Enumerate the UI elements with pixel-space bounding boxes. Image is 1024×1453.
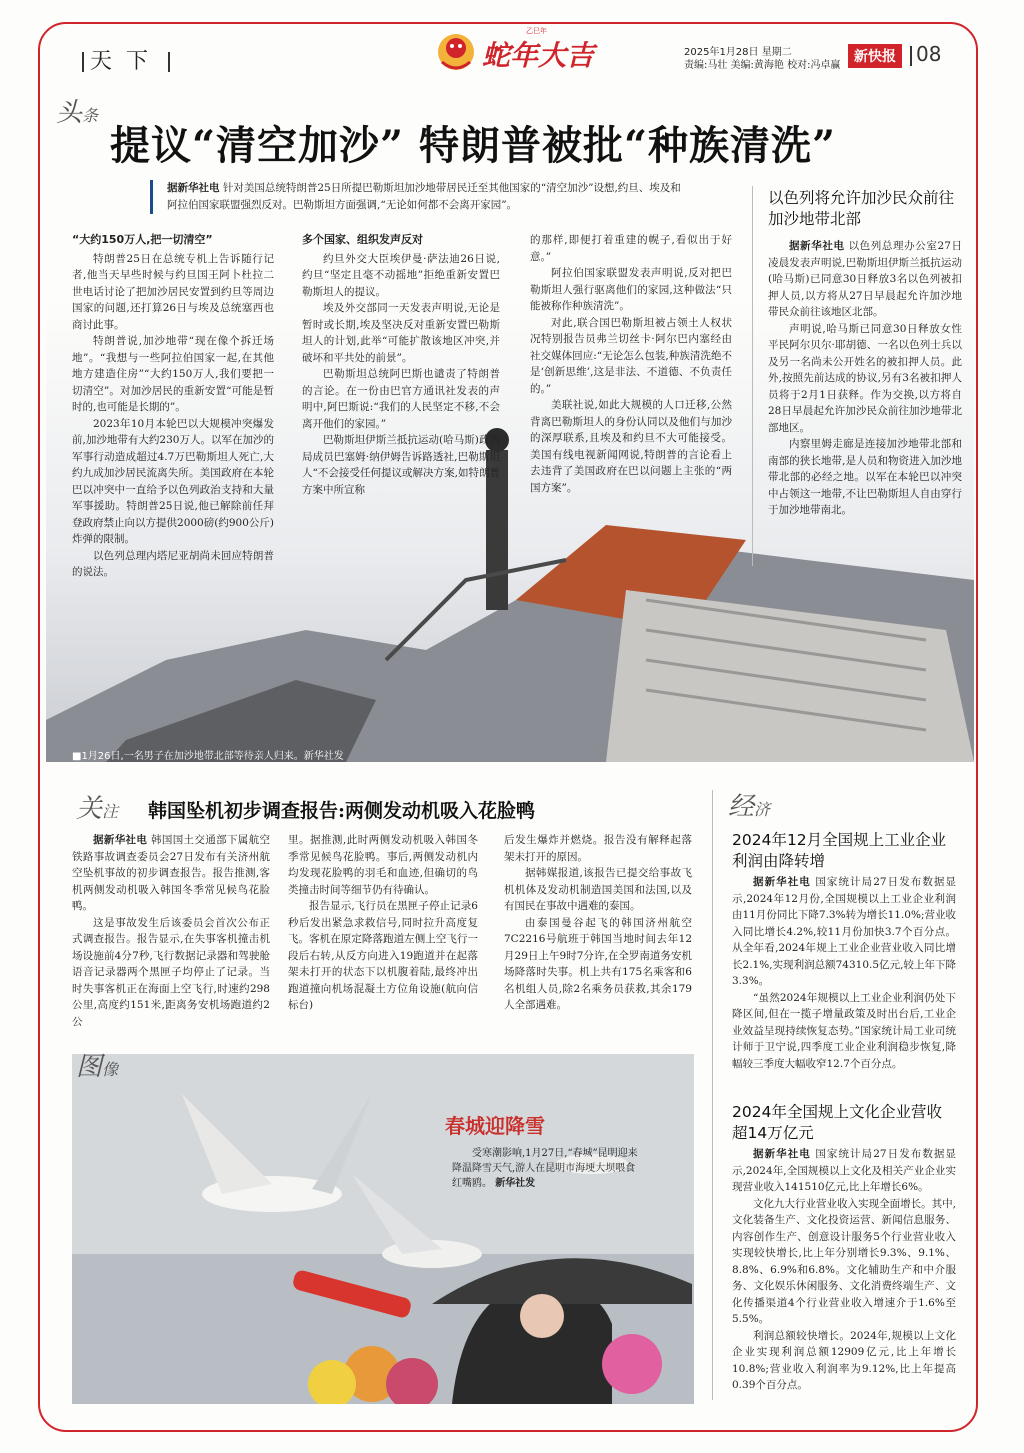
korea-column-2: [288, 832, 478, 1014]
paragraph: 据韩媒报道,该报告已提交给事故飞机机体及发动机制造国美国和法国,以及有国民在事故中遇难的泰国。: [504, 867, 692, 912]
paragraph: 以色列总理内塔尼亚胡尚未回应特朗普的说法。: [72, 549, 274, 578]
lead-summary: 据新华社电 针对美国总统特朗普25日所提巴勒斯坦加沙地带居民迁至其他国家的“清空加沙”设想,约旦、埃及和阿拉伯国家联盟强烈反对。巴勒斯坦方面强调,“无论如何都不会离开家园”。: [150, 180, 687, 214]
paragraph: 内察里姆走廊是连接加沙地带北部和南部的狭长地带,是人员和物资进入加沙地带北部的必经之地。以军在本轮巴以冲突中占领这一地带,不让巴勒斯坦人自由穿行于加沙地带南北。: [768, 438, 962, 516]
paragraph: 据新华社电 国家统计局27日发布数据显示,2024年,全国规模以上文化及相关产业企业实现营业收入141510亿元,比上年增长6%。: [732, 1148, 957, 1193]
logo-text: 蛇年大吉: [482, 39, 595, 72]
paragraph: 据新华社电 韩国国土交通部下属航空铁路事故调查委员会27日发布有关济州航空坠机事故的初步调查报告。报告推测,客机两侧发动机吸入韩国冬季常见候鸟花脸鸭。: [72, 834, 271, 912]
photo-tag: 图像: [76, 1052, 119, 1082]
paragraph: 后发生爆炸并燃烧。报告没有解释起落架未打开的原因。: [504, 834, 692, 863]
korea-column-1: [72, 832, 270, 1030]
paragraph: 据新华社电 国家统计局27日发布数据显示,2024年12月份,全国规模以上工业企业利润由11月份同比下降7.3%转为增长11.0%;营业收入同比增长4.2%,较11月份加快3.7个百分点。从全年看,2024年规上工业企业营业收入同比增长2.1%,实现利润总额74310.5亿元,较上年下降3.3%。: [732, 876, 957, 987]
lead-column-2: [302, 232, 500, 498]
korea-headline: 韩国坠机初步调查报告:两侧发动机吸入花脸鸭: [148, 800, 536, 822]
issue-date: 2025年1月28日 星期二: [684, 47, 792, 58]
page-number: 08: [910, 42, 941, 66]
paragraph: 阿拉伯国家联盟发表声明说,反对把巴勒斯坦人强行驱离他们的家园,这种做法“只能被称作种族清洗”。: [530, 267, 732, 312]
logo-small: 乙巳年: [526, 27, 547, 35]
paragraph: 报告显示,飞行员在黑匣子停止记录6秒后发出紧急求救信号,同时拉升高度复飞。客机在原定降落跑道左侧上空飞行一段后右转,从反方向进入19跑道并在起落架未打开的状态下以机腹着陆,最终冲出跑道撞向机场混凝土方位角设施(航向信标台): [288, 900, 478, 1011]
paragraph: 巴勒斯坦总统阿巴斯也谴责了特朗普的言论。在一份由巴官方通讯社发表的声明中,阿巴斯说:“我们的人民坚定不移,不会离开他们的家园。”: [302, 368, 500, 430]
photo-caption: ■1月26日,一名男子在加沙地带北部等待亲人归来。新华社发: [72, 751, 344, 762]
paragraph: 据新华社电 以色列总理办公室27日凌晨发表声明说,巴勒斯坦伊斯兰抵抗运动(哈马斯)已同意30日释放3名以色列被扣押人员,以方将从27日早晨起允许加沙地带民众前往该地区北部。: [768, 240, 962, 318]
paragraph: 特朗普说,加沙地带“现在像个拆迁场地”。“我想与一些阿拉伯国家一起,在其他地方建造住房”“大约150万人,我们要把一切清空”。对加沙居民的重新安置“可能是暂时的,也可能是长期的”。: [72, 335, 274, 413]
subhead: 多个国家、组织发声反对: [302, 233, 423, 246]
paragraph: 由泰国曼谷起飞的韩国济州航空7C2216号航班于韩国当地时间去年12月29日上午9时7分许,在全罗南道务安机场降落时失事。机上共有175名乘客和6名机组人员,除2名乘务员获救,其余179人全部遇难。: [504, 916, 692, 1011]
lead-tag: 头条: [56, 98, 99, 128]
economy-tag: 经济: [728, 792, 771, 822]
paragraph: 2023年10月本轮巴以大规模冲突爆发前,加沙地带有大约230万人。以军在加沙的军事行动造成超过4.7万巴勒斯坦人死亡,大约九成加沙居民流离失所。美国政府在本轮巴以冲突中一直给予以色列政治支持和大量军事援助。特朗普25日说,他已解除前任拜登政府禁止向以方提供2000磅(约900公斤)炸弹的限制。: [72, 417, 274, 545]
paragraph: 这是事故发生后该委员会首次公布正式调查报告。报告显示,在失事客机撞击机场设施前4分7秒,飞行数据记录器和驾驶舱语音记录器两个黑匣子均停止了记录。当时失事客机正在海面上空飞行,时速约298公里,高度约151米,距离务安机场跑道约2公: [72, 916, 270, 1028]
subhead: “大约150万人,把一切清空”: [72, 233, 213, 246]
paragraph: 巴勒斯坦伊斯兰抵抗运动(哈马斯)政治局成员巴塞姆·纳伊姆告诉路透社,巴勒斯坦人“不会接受任何提议或解决方案,如特朗普方案中所宣称: [302, 434, 500, 496]
paragraph: 特朗普25日在总统专机上告诉随行记者,他当天早些时候与约旦国王阿卜杜拉二世电话讨论了把加沙居民安置到约旦等周边国家的问题,还打算26日与埃及总统塞西也商讨此事。: [72, 252, 274, 331]
side-headline: 以色列将允许加沙民众前往加沙地带北部: [768, 189, 955, 228]
editor-credits: 责编:马壮 美编:黄海艳 校对:冯卓赢: [684, 60, 841, 71]
economy-story-1: [732, 874, 956, 1072]
paragraph: 对此,联合国巴勒斯坦被占领土人权状况特别报告员弗兰切丝卡·阿尔巴内塞经由社交媒体回应:“无论怎么包装,种族清洗绝不是‘创新思维’,这是非法、不道德、不负责任的。”: [530, 316, 732, 395]
lead-headline: 提议“清空加沙” 特朗普被批“种族清洗”: [110, 122, 836, 169]
column-divider: [712, 790, 713, 1400]
side-story-body: [768, 238, 962, 519]
economy-headline-1: 2024年12月全国规上工业企业利润由降转增: [732, 831, 947, 870]
korea-tag: 关注: [76, 794, 119, 824]
economy-story-2: [732, 1146, 956, 1394]
masthead-meta: [684, 46, 840, 72]
paragraph: “虽然2024年规模以上工业企业利润仍处下降区间,但在一揽子增量政策及时出台后,工业企业效益呈现持续恢复态势。”国家统计局工业司统计师于卫宁说,四季度工业企业利润稳步恢复,降幅较三季度大幅收窄12.7个百分点。: [732, 991, 956, 1070]
korea-column-3: [504, 832, 692, 1014]
paragraph: 利润总额较快增长。2024年,规模以上文化企业实现利润总额12909亿元,比上年增长10.8%;营业收入利润率为9.12%,比上年提高0.39个百分点。: [732, 1329, 956, 1391]
paragraph: 声明说,哈马斯已同意30日释放女性平民阿尔贝尔·耶胡德、一名以色列士兵以及另一名尚未公开姓名的被扣押人员。此外,按照先前达成的协议,另有3名被扣押人员将于2月1日获释。作为交换,以方将自28日早晨起允许加沙民众前往加沙地带北部地区。: [768, 322, 962, 434]
photo-title: 春城迎降雪: [445, 1114, 545, 1138]
paragraph: 文化九大行业营业收入实现全面增长。其中,文化装备生产、文化投资运营、新闻信息服务、内容创作生产、创意设计服务5个行业营业收入实现较快增长,比上年分别增长9.3%、9.1%、8.8%、6.9%和6.8%。文化辅助生产和中介服务、文化娱乐休闲服务、文化消费终端生产、文化传播渠道4个行业营业收入增速介于1.6%至5.5%。: [732, 1197, 956, 1325]
paragraph: 埃及外交部同一天发表声明说,无论是暂时或长期,埃及坚决反对重新安置巴勒斯坦人的计划,此举“可能扩散该地区冲突,并破坏和平共处的前景”。: [302, 302, 500, 364]
paragraph: 美联社说,如此大规模的人口迁移,公然背离巴勒斯坦人的身份认同以及他们与加沙的深厚联系,且埃及和约旦不大可能接受。美国有线电视新闻网说,特朗普的言论看上去违背了美国政府在巴以问题上主张的“两国方案”。: [530, 399, 732, 494]
paragraph: 里。据推测,此时两侧发动机吸入韩国冬季常见候鸟花脸鸭。事后,两侧发动机内均发现花脸鸭的羽毛和血迹,但确切的鸟类撞击时间等细节仍有待确认。: [288, 834, 478, 896]
gull-photo: [72, 1054, 694, 1404]
photo-caption-text: 受寒潮影响,1月27日,“春城”昆明迎来降温降雪天气,游人在昆明市海埂大坝喂食红嘴鸥。 新华社发: [452, 1148, 638, 1189]
section-label: 天下: [76, 44, 176, 75]
year-of-snake-logo: [430, 26, 610, 78]
column-divider: [752, 186, 753, 566]
paragraph: 约旦外交大臣埃伊曼·萨法迪26日说,约旦“坚定且毫不动摇地”拒绝重新安置巴勒斯坦人的提议。: [302, 252, 500, 298]
lead-column-3: [530, 232, 732, 496]
economy-headline-2: 2024年全国规上文化企业营收超14万亿元: [732, 1103, 942, 1142]
lead-column-1: [72, 232, 274, 581]
brand-badge: 新快报: [848, 44, 902, 68]
paragraph: 的那样,即便打着重建的幌子,看似出于好意。”: [530, 234, 732, 263]
